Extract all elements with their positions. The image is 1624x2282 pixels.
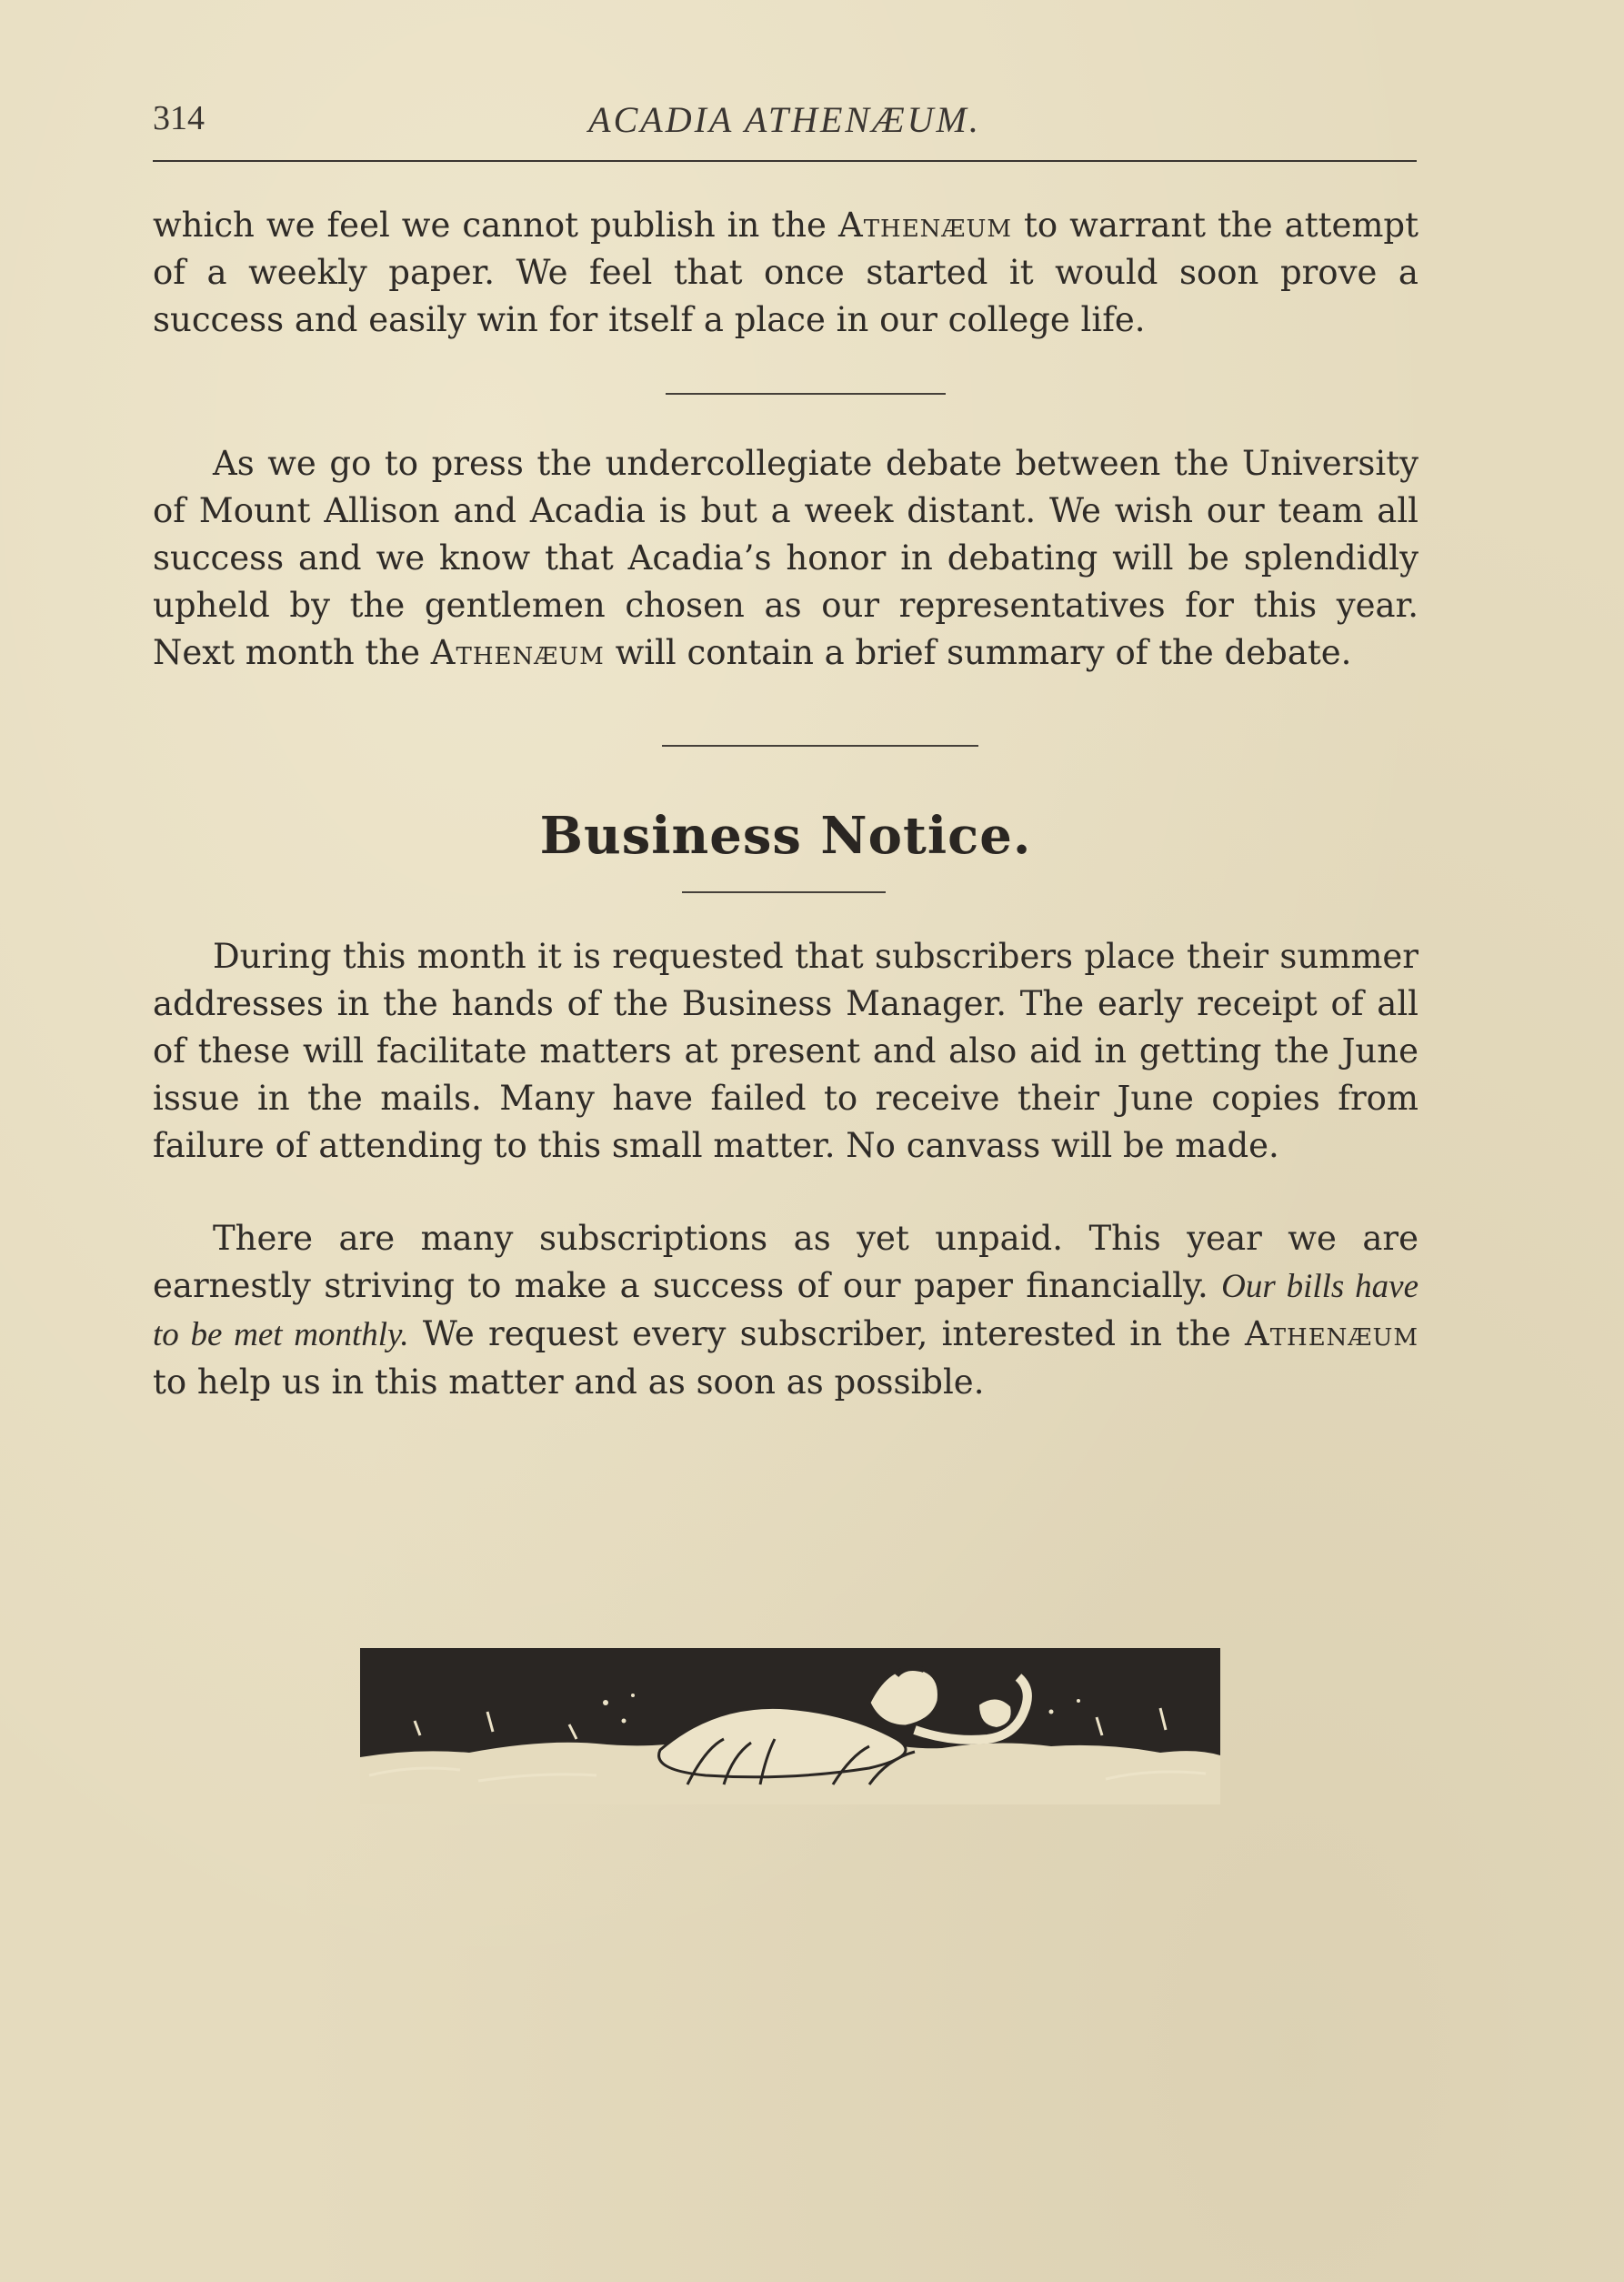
paragraph-weekly-paper: [153, 202, 1418, 344]
paragraph-text: There are many subscriptions as yet unpaid. This year we are earnestly striving to make a success of our paper financially.: [153, 1219, 1418, 1305]
paragraph-text: As we go to press the undercollegiate debate between the University of Mount Allison and Acadia is but a week distant. We wish our team all success and we know that Acadia’s honor in debating will be splendidly upheld by the gentlemen chosen as our representatives for this year. Next month the: [153, 444, 1418, 672]
publication-name: Athenæum: [837, 206, 1012, 245]
publication-name: Athenæum: [1244, 1314, 1418, 1353]
publication-name: Athenæum: [430, 633, 605, 672]
running-title: ACADIA ATHENÆUM.: [588, 99, 981, 140]
paragraph-debate: [153, 440, 1418, 677]
paragraph-text: to warrant the attempt of a weekly paper. We feel that once started it would soon prove a success and easily win for itself a place in our college life.: [153, 206, 1418, 339]
header-rule: [153, 160, 1417, 162]
decorative-vignette: [360, 1648, 1220, 1804]
paragraph-text: We request every subscriber, interested in the: [408, 1314, 1245, 1353]
paragraph-subscriptions: [153, 1215, 1418, 1406]
paragraph-text: will contain a brief summary of the debate.: [604, 633, 1352, 672]
section-divider: [662, 745, 978, 747]
title-underline: [682, 891, 886, 893]
emphasis-text: Our bills have to be met monthly.: [153, 1268, 1418, 1353]
paragraph-addresses: [153, 933, 1418, 1170]
paragraph-text: which we feel we cannot publish in the: [153, 206, 838, 245]
paragraph-text: to help us in this matter and as soon as possible.: [153, 1362, 985, 1402]
section-divider: [666, 393, 946, 395]
section-title: Business Notice.: [539, 806, 1032, 866]
page-number: 314: [153, 99, 205, 137]
paragraph-text: During this month it is requested that subscribers place their summer addresses in the hands of the Business Manager. The early receipt of all of these will facilitate matters at present and also aid in getting the June issue in the mails. Many have failed to receive their June copies from failure of attending to this small matter. No canvass will be made.: [153, 937, 1418, 1165]
page-header: [153, 95, 1417, 149]
